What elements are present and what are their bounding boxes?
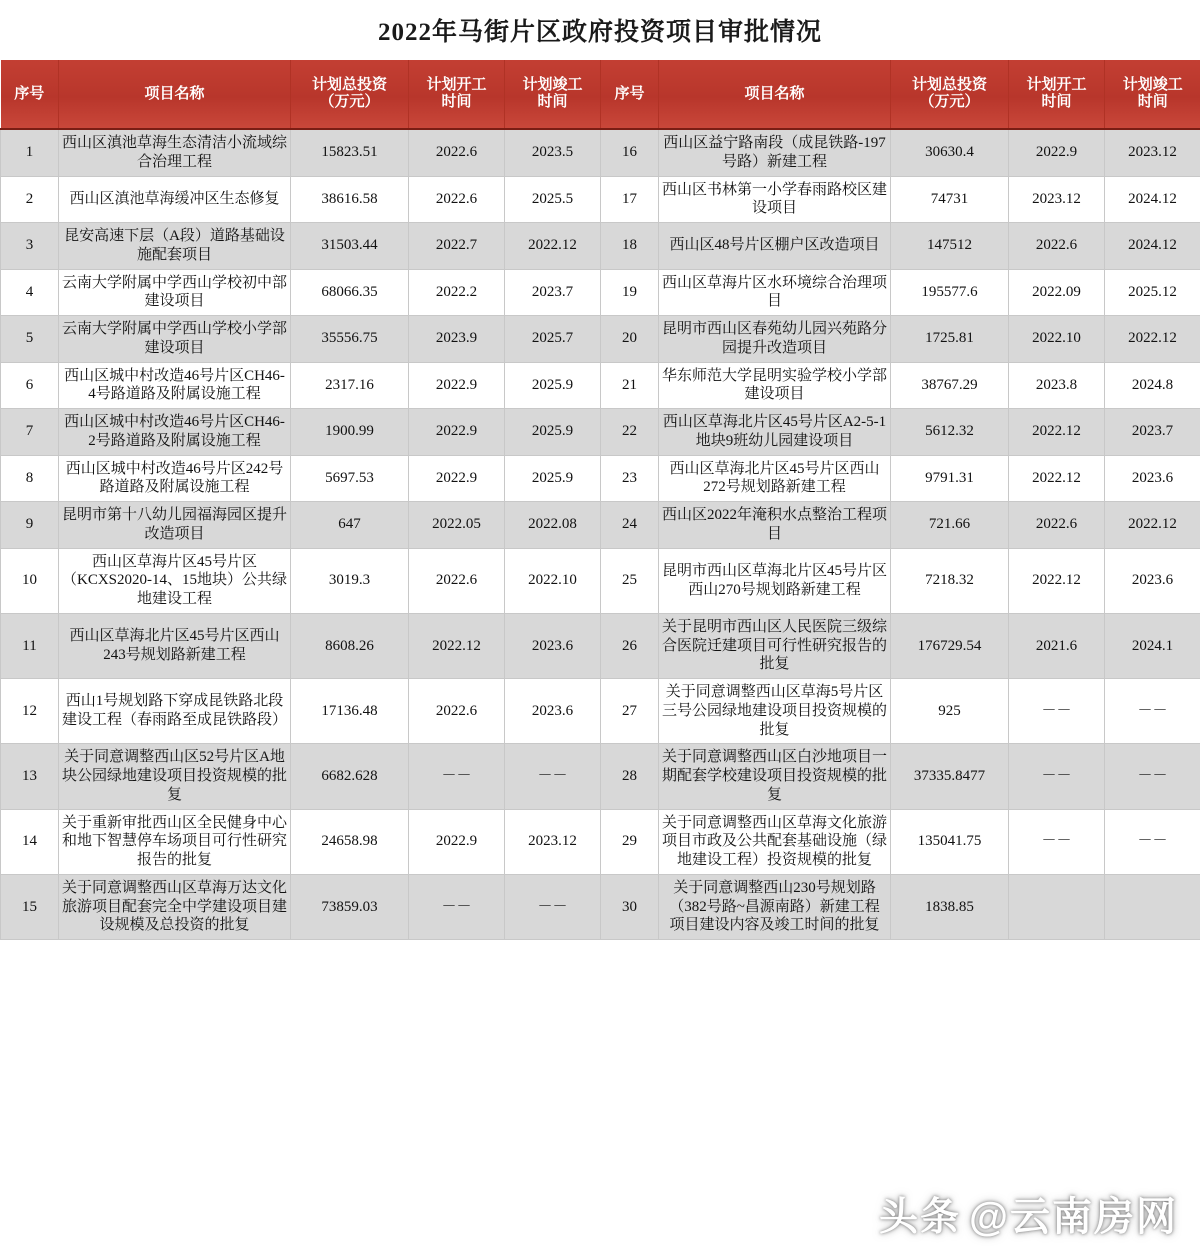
cell-invest-right: 5612.32: [891, 409, 1009, 456]
cell-seq-left: 2: [1, 176, 59, 223]
cell-finish-right: 2022.12: [1105, 316, 1200, 363]
table-row: [1, 744, 1200, 809]
col-header-invest-right: [891, 60, 1009, 129]
cell-name-right: 西山区48号片区棚户区改造项目: [659, 223, 891, 270]
cell-name-right: 昆明市西山区春苑幼儿园兴苑路分园提升改造项目: [659, 316, 891, 363]
watermark-account: @云南房网: [968, 1195, 1178, 1239]
cell-start-left: 2022.12: [409, 613, 505, 678]
cell-seq-right: 24: [601, 502, 659, 549]
cell-invest-left: 73859.03: [291, 874, 409, 939]
cell-invest-right: 74731: [891, 176, 1009, 223]
col-header-start-left: [409, 60, 505, 129]
cell-finish-left: 2022.10: [505, 548, 601, 613]
approval-table: [0, 60, 1200, 940]
cell-invest-right: 1838.85: [891, 874, 1009, 939]
page-title: 2022年马街片区政府投资项目审批情况: [377, 19, 822, 46]
cell-seq-left: 9: [1, 502, 59, 549]
table-row: [1, 409, 1200, 456]
cell-start-right: 2023.12: [1009, 176, 1105, 223]
cell-seq-left: 15: [1, 874, 59, 939]
col-header-invest-left-line1: 计划总投资: [311, 77, 387, 94]
cell-invest-right: 38767.29: [891, 362, 1009, 409]
table-row: [1, 129, 1200, 176]
cell-finish-right: －－: [1105, 744, 1200, 809]
cell-seq-right: 28: [601, 744, 659, 809]
cell-start-left: 2022.9: [409, 362, 505, 409]
cell-start-right: 2022.6: [1009, 223, 1105, 270]
cell-start-left: 2022.6: [409, 548, 505, 613]
col-header-start-left-line1: 计划开工: [426, 77, 487, 94]
cell-finish-left: 2025.9: [505, 362, 601, 409]
cell-seq-right: 25: [601, 548, 659, 613]
cell-seq-right: 27: [601, 679, 659, 744]
cell-invest-right: 721.66: [891, 502, 1009, 549]
table-row: [1, 362, 1200, 409]
cell-finish-right: 2022.12: [1105, 502, 1200, 549]
cell-name-right: 西山区草海北片区45号片区A2-5-1地块9班幼儿园建设项目: [659, 409, 891, 456]
cell-name-left: 西山1号规划路下穿成昆铁路北段建设工程（春雨路至成昆铁路段）: [59, 679, 291, 744]
cell-start-left: 2022.6: [409, 176, 505, 223]
cell-finish-left: －－: [505, 744, 601, 809]
cell-finish-left: 2025.9: [505, 409, 601, 456]
col-header-invest-left: [291, 60, 409, 129]
cell-seq-right: 22: [601, 409, 659, 456]
cell-start-right: 2021.6: [1009, 613, 1105, 678]
cell-name-right: 关于同意调整西山区草海5号片区三号公园绿地建设项目投资规模的批复: [659, 679, 891, 744]
cell-finish-left: －－: [505, 874, 601, 939]
cell-invest-left: 2317.16: [291, 362, 409, 409]
table-body: [1, 129, 1200, 940]
cell-name-left: 昆安高速下层（A段）道路基础设施配套项目: [59, 223, 291, 270]
col-header-invest-right-line2: （万元）: [919, 94, 980, 110]
table-row: [1, 679, 1200, 744]
col-header-finish-right: [1105, 60, 1200, 129]
cell-name-right: 西山区益宁路南段（成昆铁路-197号路）新建工程: [659, 129, 891, 176]
cell-invest-right: 37335.8477: [891, 744, 1009, 809]
table-row: [1, 316, 1200, 363]
cell-finish-left: 2023.7: [505, 269, 601, 316]
col-header-seq-right: 序号: [601, 60, 659, 129]
cell-invest-left: 1900.99: [291, 409, 409, 456]
cell-finish-right: 2025.12: [1105, 269, 1200, 316]
cell-start-right: 2022.12: [1009, 455, 1105, 502]
cell-invest-right: 147512: [891, 223, 1009, 270]
cell-seq-left: 14: [1, 809, 59, 874]
cell-finish-left: 2023.12: [505, 809, 601, 874]
cell-seq-right: 18: [601, 223, 659, 270]
cell-finish-left: 2025.7: [505, 316, 601, 363]
watermark: [879, 1185, 1178, 1242]
cell-start-left: 2022.7: [409, 223, 505, 270]
cell-start-left: 2022.9: [409, 409, 505, 456]
cell-seq-right: 20: [601, 316, 659, 363]
cell-finish-right: －－: [1105, 809, 1200, 874]
col-header-start-right-line1: 计划开工: [1026, 77, 1087, 94]
cell-start-left: 2023.9: [409, 316, 505, 363]
cell-name-left: 西山区滇池草海生态清洁小流域综合治理工程: [59, 129, 291, 176]
cell-seq-right: 29: [601, 809, 659, 874]
cell-invest-left: 5697.53: [291, 455, 409, 502]
cell-name-left: 西山区城中村改造46号片区CH46-2号路道路及附属设施工程: [59, 409, 291, 456]
cell-seq-left: 3: [1, 223, 59, 270]
cell-seq-left: 7: [1, 409, 59, 456]
cell-start-left: 2022.6: [409, 129, 505, 176]
table-row: [1, 269, 1200, 316]
cell-name-left: 关于同意调整西山区52号片区A地块公园绿地建设项目投资规模的批复: [59, 744, 291, 809]
cell-name-left: 西山区城中村改造46号片区CH46-4号路道路及附属设施工程: [59, 362, 291, 409]
col-header-finish-left: [505, 60, 601, 129]
cell-start-right: 2022.12: [1009, 548, 1105, 613]
cell-name-right: 西山区2022年淹积水点整治工程项目: [659, 502, 891, 549]
cell-finish-left: 2023.5: [505, 129, 601, 176]
table-row: [1, 176, 1200, 223]
cell-start-left: 2022.6: [409, 679, 505, 744]
cell-seq-right: 21: [601, 362, 659, 409]
cell-finish-right: 2023.6: [1105, 548, 1200, 613]
table-row: [1, 502, 1200, 549]
cell-invest-right: 1725.81: [891, 316, 1009, 363]
cell-name-left: 昆明市第十八幼儿园福海园区提升改造项目: [59, 502, 291, 549]
cell-invest-left: 68066.35: [291, 269, 409, 316]
cell-finish-left: 2023.6: [505, 679, 601, 744]
cell-invest-left: 17136.48: [291, 679, 409, 744]
cell-invest-right: 195577.6: [891, 269, 1009, 316]
cell-finish-right: 2023.12: [1105, 129, 1200, 176]
cell-name-right: 关于昆明市西山区人民医院三级综合医院迁建项目可行性研究报告的批复: [659, 613, 891, 678]
cell-start-right: 2022.6: [1009, 502, 1105, 549]
cell-seq-left: 6: [1, 362, 59, 409]
cell-seq-right: 26: [601, 613, 659, 678]
cell-invest-left: 8608.26: [291, 613, 409, 678]
cell-start-right: －－: [1009, 679, 1105, 744]
cell-finish-left: 2025.5: [505, 176, 601, 223]
table-row: [1, 809, 1200, 874]
cell-start-right: 2022.09: [1009, 269, 1105, 316]
col-header-finish-right-line1: 计划竣工: [1122, 77, 1183, 94]
cell-seq-left: 11: [1, 613, 59, 678]
cell-seq-left: 5: [1, 316, 59, 363]
cell-name-right: 西山区草海北片区45号片区西山272号规划路新建工程: [659, 455, 891, 502]
cell-start-left: 2022.9: [409, 809, 505, 874]
cell-seq-right: 30: [601, 874, 659, 939]
cell-invest-right: 7218.32: [891, 548, 1009, 613]
cell-name-left: 关于同意调整西山区草海万达文化旅游项目配套完全中学建设项目建设规模及总投资的批复: [59, 874, 291, 939]
table-row: [1, 223, 1200, 270]
cell-seq-left: 10: [1, 548, 59, 613]
cell-finish-right: －－: [1105, 679, 1200, 744]
table-row: [1, 455, 1200, 502]
cell-invest-left: 15823.51: [291, 129, 409, 176]
cell-seq-left: 13: [1, 744, 59, 809]
cell-start-right: －－: [1009, 744, 1105, 809]
cell-invest-left: 35556.75: [291, 316, 409, 363]
cell-name-left: 西山区草海片区45号片区（KCXS2020-14、15地块）公共绿地建设工程: [59, 548, 291, 613]
cell-name-right: 关于同意调整西山区白沙地项目一期配套学校建设项目投资规模的批复: [659, 744, 891, 809]
table-header: [1, 60, 1200, 129]
cell-seq-right: 23: [601, 455, 659, 502]
cell-name-left: 关于重新审批西山区全民健身中心和地下智慧停车场项目可行性研究报告的批复: [59, 809, 291, 874]
watermark-brand: 头条: [878, 1195, 961, 1239]
cell-seq-left: 12: [1, 679, 59, 744]
cell-name-left: 西山区城中村改造46号片区242号路道路及附属设施工程: [59, 455, 291, 502]
cell-invest-left: 24658.98: [291, 809, 409, 874]
cell-start-right: －－: [1009, 809, 1105, 874]
cell-invest-right: 9791.31: [891, 455, 1009, 502]
cell-name-left: 西山区草海北片区45号片区西山243号规划路新建工程: [59, 613, 291, 678]
col-header-seq-left: 序号: [1, 60, 59, 129]
cell-finish-right: 2024.12: [1105, 223, 1200, 270]
cell-start-left: －－: [409, 874, 505, 939]
cell-name-left: 西山区滇池草海缓冲区生态修复: [59, 176, 291, 223]
cell-seq-right: 16: [601, 129, 659, 176]
cell-seq-left: 8: [1, 455, 59, 502]
cell-finish-left: 2025.9: [505, 455, 601, 502]
cell-invest-left: 38616.58: [291, 176, 409, 223]
cell-start-right: 2022.9: [1009, 129, 1105, 176]
cell-seq-left: 1: [1, 129, 59, 176]
cell-invest-right: 925: [891, 679, 1009, 744]
table-row: [1, 613, 1200, 678]
cell-seq-right: 19: [601, 269, 659, 316]
cell-invest-left: 647: [291, 502, 409, 549]
col-header-name-left: 项目名称: [59, 60, 291, 129]
table-row: [1, 874, 1200, 939]
cell-seq-left: 4: [1, 269, 59, 316]
cell-start-right: 2022.10: [1009, 316, 1105, 363]
cell-start-right: [1009, 874, 1105, 939]
col-header-finish-left-line1: 计划竣工: [522, 77, 583, 94]
col-header-name-right: 项目名称: [659, 60, 891, 129]
col-header-start-right: [1009, 60, 1105, 129]
cell-finish-right: 2024.1: [1105, 613, 1200, 678]
cell-name-right: 关于同意调整西山230号规划路（382号路~昌源南路）新建工程项目建设内容及竣工时间的批复: [659, 874, 891, 939]
cell-finish-left: 2023.6: [505, 613, 601, 678]
cell-invest-left: 31503.44: [291, 223, 409, 270]
cell-invest-right: 135041.75: [891, 809, 1009, 874]
col-header-finish-right-line2: 时间: [1137, 94, 1168, 110]
cell-name-right: 昆明市西山区草海北片区45号片区西山270号规划路新建工程: [659, 548, 891, 613]
cell-finish-left: 2022.08: [505, 502, 601, 549]
col-header-start-right-line2: 时间: [1041, 94, 1072, 110]
cell-name-right: 华东师范大学昆明实验学校小学部建设项目: [659, 362, 891, 409]
cell-seq-right: 17: [601, 176, 659, 223]
cell-invest-left: 6682.628: [291, 744, 409, 809]
cell-start-right: 2022.12: [1009, 409, 1105, 456]
cell-name-left: 云南大学附属中学西山学校初中部建设项目: [59, 269, 291, 316]
cell-finish-right: 2024.8: [1105, 362, 1200, 409]
cell-start-left: 2022.9: [409, 455, 505, 502]
cell-name-right: 西山区草海片区水环境综合治理项目: [659, 269, 891, 316]
col-header-invest-left-line2: （万元）: [319, 94, 380, 110]
table-row: [1, 548, 1200, 613]
cell-finish-right: [1105, 874, 1200, 939]
cell-name-right: 西山区书林第一小学春雨路校区建设项目: [659, 176, 891, 223]
cell-name-right: 关于同意调整西山区草海文化旅游项目市政及公共配套基础设施（绿地建设工程）投资规模的批复: [659, 809, 891, 874]
cell-start-left: 2022.2: [409, 269, 505, 316]
cell-finish-left: 2022.12: [505, 223, 601, 270]
cell-finish-right: 2023.7: [1105, 409, 1200, 456]
col-header-finish-left-line2: 时间: [537, 94, 568, 110]
cell-name-left: 云南大学附属中学西山学校小学部建设项目: [59, 316, 291, 363]
cell-finish-right: 2023.6: [1105, 455, 1200, 502]
cell-start-left: －－: [409, 744, 505, 809]
col-header-start-left-line2: 时间: [441, 94, 472, 110]
cell-invest-left: 3019.3: [291, 548, 409, 613]
cell-finish-right: 2024.12: [1105, 176, 1200, 223]
cell-start-left: 2022.05: [409, 502, 505, 549]
cell-invest-right: 30630.4: [891, 129, 1009, 176]
cell-start-right: 2023.8: [1009, 362, 1105, 409]
cell-invest-right: 176729.54: [891, 613, 1009, 678]
col-header-invest-right-line1: 计划总投资: [911, 77, 987, 94]
